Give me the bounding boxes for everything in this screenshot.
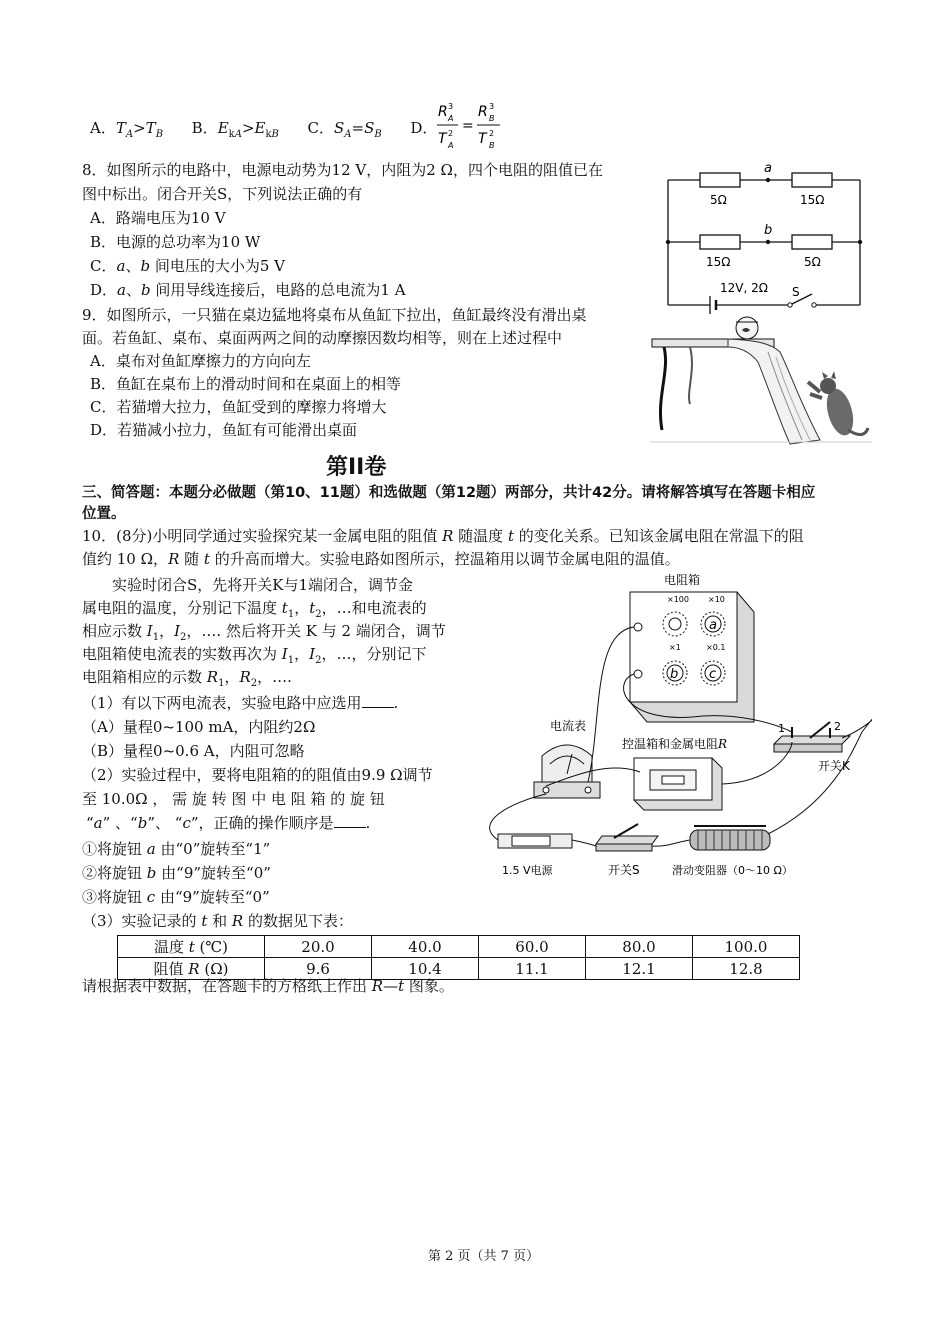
svg-text:=: = [462, 118, 474, 134]
q8-option-b: B．电源的总功率为10 W [90, 233, 261, 251]
page-footer: 第 2 页（共 7 页） [428, 1249, 540, 1264]
q9-cat-table-figure [650, 312, 872, 448]
q9-option-c: C．若猫增大拉力，鱼缸受到的摩擦力将增大 [90, 398, 387, 416]
q9-option-d: D．若猫减小拉力，鱼缸有可能滑出桌面 [90, 421, 358, 439]
q10-option-a: （A）量程0~100 mA，内阻约2Ω [82, 718, 316, 736]
table-cell: 12.8 [693, 958, 800, 980]
fig-ammeter-label: 电流表 [550, 719, 587, 733]
table-cell: 12.1 [586, 958, 693, 980]
fig-battery-label: 1.5 V电源 [502, 864, 553, 877]
table-cell: 20.0 [265, 936, 372, 958]
q7-option-d-formula [434, 100, 506, 152]
section-title: 第II卷 [326, 455, 387, 480]
svg-text:T: T [438, 131, 447, 147]
q10-final-instruction: 请根据表中数据，在答题卡的方格纸上作出 R—t 图象。 [82, 977, 454, 995]
q10-para-line4: 电阻箱使电流表的实数再次为 $I_1$，$I_2$，…，分别记下 [82, 645, 427, 666]
q8-label-source: 12V, 2Ω [720, 281, 768, 295]
table-cell: 40.0 [372, 936, 479, 958]
q10-option-b: （B）量程0~0.6 A，内阻可忽略 [82, 742, 305, 760]
q8-label-r3: 15Ω [706, 255, 731, 269]
table-cell: 60.0 [479, 936, 586, 958]
q8-option-d: D．a、b 间用导线连接后，电路的总电流为1 A [90, 281, 406, 299]
q10-part1: （1）有以下两电流表，实验电路中应选用 . [82, 694, 399, 712]
q9-stem-line2: 面。若鱼缸、桌布、桌面两两之间的动摩擦因数均相等，则在上述过程中 [82, 329, 563, 347]
table-cell: 11.1 [479, 958, 586, 980]
q10-part2-line1: （2）实验过程中，要将电阻箱的的阻值由9.9 Ω调节 [82, 766, 433, 784]
svg-text:T: T [478, 131, 487, 147]
q8-label-point-a: a [764, 161, 772, 176]
q10-part3: （3）实验记录的 t 和 R 的数据见下表： [82, 912, 353, 930]
fig-knob-x10-label: ×10 [708, 595, 725, 604]
q7-options: A．$T_A>T_B$ B．$E_{kA}>E_{kB}$ C．$S_A=S_B$ D． [90, 119, 438, 140]
q10-para-line5: 电阻箱相应的示数 $R_1$，$R_2$，…. [82, 668, 292, 689]
q8-option-a: A．路端电压为10 V [90, 209, 226, 227]
q8-label-switch: S [792, 285, 800, 299]
fig-knob-x1-label: ×1 [669, 643, 681, 652]
fig-switch-k-label: 开关K [818, 759, 850, 773]
svg-text:A: A [448, 141, 454, 150]
q8-label-r4: 5Ω [804, 255, 821, 269]
fig-knob-a: a [709, 618, 717, 633]
q8-label-r2: 15Ω [800, 193, 825, 207]
q10-para-line2: 属电阻的温度，分别记下温度 $t_1$，$t_2$，…和电流表的 [82, 599, 427, 620]
fig-knob-b: b [670, 667, 679, 682]
fig-switch-k-1: 1 [778, 722, 785, 735]
q9-option-a: A．桌布对鱼缸摩擦力的方向向左 [90, 352, 311, 370]
svg-text:3: 3 [448, 102, 454, 111]
q8-label-point-b: b [764, 223, 773, 238]
svg-text:B: B [489, 141, 495, 150]
svg-text:2: 2 [448, 129, 454, 138]
fig-resistance-box-label: 电阻箱 [664, 573, 701, 587]
fig-rheostat-label: 滑动变阻器（0～10 Ω） [672, 864, 793, 877]
q10-stem-line2: 值约 10 Ω，R 随 t 的升高而增大。实验电路如图所示，控温箱用以调节金属电阻的温值。 [82, 550, 680, 568]
q8-circuit-diagram [662, 160, 870, 315]
fig-knob-x01-label: ×0.1 [706, 643, 726, 652]
fig-switch-k-2: 2 [834, 720, 841, 733]
section-intro-line1: 三、简答题：本题分必做题（第10、11题）和选做题（第12题）两部分，共计42分。请将解答填写在答题卡相应 [82, 485, 816, 501]
fig-knob-c: c [709, 667, 717, 682]
q10-experiment-figure [472, 572, 872, 882]
q8-stem-line2: 图中标出。闭合开关S，下列说法正确的有 [82, 185, 363, 203]
q10-step1: ①将旋钮 a 由“0”旋转至“1” [82, 840, 271, 858]
q8-option-c: C．a、b 间电压的大小为5 V [90, 257, 285, 275]
table-row-temperature [118, 936, 800, 958]
table-cell: 100.0 [693, 936, 800, 958]
q9-stem-line1: 9．如图所示，一只猫在桌边猛地将桌布从鱼缸下拉出，鱼缸最终没有滑出桌 [82, 306, 587, 324]
fig-knob-x100-label: ×100 [667, 595, 689, 604]
q10-stem-line1: 10．(8分)小明同学通过实验探究某一金属电阻的阻值 R 随温度 t 的变化关系。已知该金属电阻在常温下的阻 [82, 527, 804, 545]
q9-option-b: B．鱼缸在桌布上的滑动时间和在桌面上的相等 [90, 375, 402, 393]
svg-text:R: R [438, 104, 448, 120]
svg-text:2: 2 [489, 129, 495, 138]
svg-text:3: 3 [489, 102, 495, 111]
q10-para-line1: 实验时闭合S，先将开关K与1端闭合，调节金 [112, 576, 414, 594]
q10-para-line3: 相应示数 $I_1$，$I_2$，…. 然后将开关 K 与 2 端闭合，调节 [82, 622, 446, 643]
table-cell: 80.0 [586, 936, 693, 958]
q8-stem-line1: 8．如图所示的电路中，电源电动势为12 V，内阻为2 Ω，四个电阻的阻值已在 [82, 161, 603, 179]
table-cell: 9.6 [265, 958, 372, 980]
svg-text:B: B [489, 114, 495, 123]
q10-data-table [117, 935, 800, 980]
q10-step2: ②将旋钮 b 由“9”旋转至“0” [82, 864, 271, 882]
q10-part2-line3: “a” 、“b”、 “c”，正确的操作顺序是 . [86, 814, 371, 832]
fig-oven-label: 控温箱和金属电阻R [622, 737, 728, 751]
table-header-temperature: 温度 t (℃) [118, 936, 265, 958]
q10-part2-line2: 至 10.0Ω ， 需 旋 转 图 中 电 阻 箱 的 旋 钮 [82, 790, 385, 808]
section-intro-line2: 位置。 [82, 506, 126, 522]
table-header-resistance: 阻值 R (Ω) [118, 958, 265, 980]
svg-text:R: R [478, 104, 488, 120]
q10-step3: ③将旋钮 c 由“9”旋转至“0” [82, 888, 270, 906]
table-cell: 10.4 [372, 958, 479, 980]
svg-text:A: A [448, 114, 454, 123]
q8-label-r1: 5Ω [710, 193, 727, 207]
fig-switch-s-label: 开关S [608, 863, 640, 877]
